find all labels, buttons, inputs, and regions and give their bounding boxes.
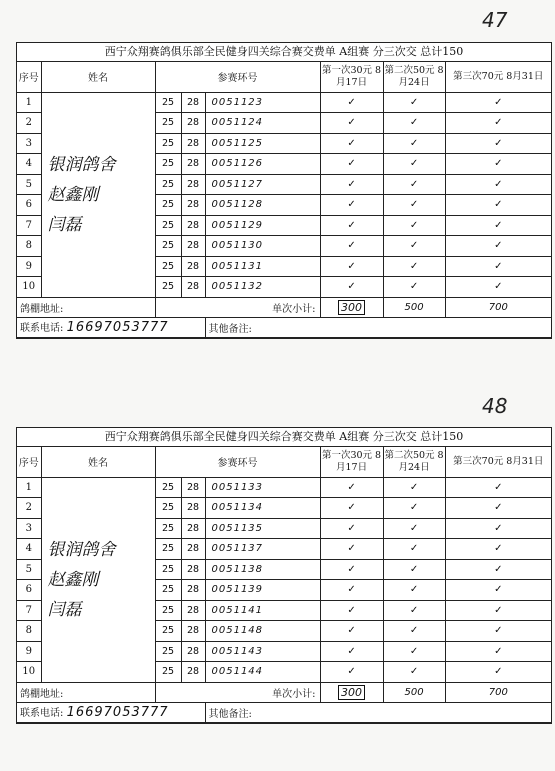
- payment-3-check: ✓: [445, 600, 551, 621]
- payment-1-header: 第一次30元 8月17日: [320, 447, 383, 477]
- ring-year: 25: [155, 518, 181, 539]
- payment-3-check: ✓: [445, 215, 551, 236]
- payment-1-check: ✓: [320, 539, 383, 560]
- row-number: 8: [17, 236, 41, 257]
- subtotal-1-value: 300: [338, 685, 365, 700]
- payment-3-check: ✓: [445, 256, 551, 277]
- owner-name: 闫磊: [47, 599, 82, 620]
- row-number: 4: [17, 154, 41, 175]
- payment-1-check: ✓: [320, 154, 383, 175]
- payment-3-check: ✓: [445, 580, 551, 601]
- ring-number: 0051138: [205, 559, 320, 580]
- ring-number: 0051129: [205, 215, 320, 236]
- payment-3-check: ✓: [445, 92, 551, 113]
- ring-number: 0051135: [205, 518, 320, 539]
- row-number: 10: [17, 277, 41, 298]
- ring-number: 0051124: [205, 113, 320, 134]
- ring-region: 28: [181, 236, 205, 257]
- payment-1-check: ✓: [320, 580, 383, 601]
- ring-year: 25: [155, 559, 181, 580]
- ring-number: 0051126: [205, 154, 320, 175]
- ring-year: 25: [155, 539, 181, 560]
- ring-region: 28: [181, 641, 205, 662]
- owner-name: 赵鑫刚: [47, 184, 99, 205]
- subtotal-label: 单次小计:: [155, 297, 320, 317]
- row-number: 3: [17, 133, 41, 154]
- ring-number: 0051139: [205, 580, 320, 601]
- ring-region: 28: [181, 277, 205, 298]
- subtotal-3: 700: [445, 682, 551, 702]
- payment-1-check: ✓: [320, 236, 383, 257]
- ring-number: 0051134: [205, 498, 320, 519]
- ring-number: 0051123: [205, 92, 320, 113]
- ring-year: 25: [155, 477, 181, 498]
- row-number: 6: [17, 195, 41, 216]
- fee-form: [16, 427, 552, 724]
- payment-2-check: ✓: [383, 113, 445, 134]
- ring-year: 25: [155, 621, 181, 642]
- ring-region: 28: [181, 559, 205, 580]
- owner-name: 赵鑫刚: [47, 569, 99, 590]
- row-number: 6: [17, 580, 41, 601]
- payment-2-check: ✓: [383, 641, 445, 662]
- payment-1-check: ✓: [320, 113, 383, 134]
- payment-2-check: ✓: [383, 154, 445, 175]
- ring-header: 参赛环号: [155, 447, 320, 477]
- payment-2-check: ✓: [383, 498, 445, 519]
- ring-year: 25: [155, 256, 181, 277]
- payment-3-check: ✓: [445, 174, 551, 195]
- payment-2-check: ✓: [383, 215, 445, 236]
- payment-3-check: ✓: [445, 641, 551, 662]
- payment-1-check: ✓: [320, 133, 383, 154]
- phone-number: 16697053777: [66, 705, 169, 720]
- payment-3-check: ✓: [445, 195, 551, 216]
- row-number: 2: [17, 498, 41, 519]
- ring-number: 0051143: [205, 641, 320, 662]
- ring-year: 25: [155, 174, 181, 195]
- table-row: [17, 92, 551, 113]
- row-number: 8: [17, 621, 41, 642]
- payment-3-check: ✓: [445, 113, 551, 134]
- payment-2-check: ✓: [383, 195, 445, 216]
- ring-number: 0051137: [205, 539, 320, 560]
- payment-1-check: ✓: [320, 277, 383, 298]
- payment-3-check: ✓: [445, 154, 551, 175]
- table-row: [17, 477, 551, 498]
- seq-header: 序号: [17, 62, 41, 92]
- subtotal-2: 500: [383, 682, 445, 702]
- payment-3-check: ✓: [445, 133, 551, 154]
- ring-year: 25: [155, 580, 181, 601]
- ring-number: 0051130: [205, 236, 320, 257]
- payment-3-check: ✓: [445, 662, 551, 683]
- payment-3-check: ✓: [445, 498, 551, 519]
- payment-1-check: ✓: [320, 195, 383, 216]
- ring-number: 0051132: [205, 277, 320, 298]
- ring-number: 0051131: [205, 256, 320, 277]
- payment-1-header: 第一次30元 8月17日: [320, 62, 383, 92]
- payment-2-check: ✓: [383, 236, 445, 257]
- page-number: 48: [482, 394, 508, 418]
- payment-1-check: ✓: [320, 600, 383, 621]
- loft-address-label: 鸽棚地址:: [17, 297, 155, 317]
- payment-2-check: ✓: [383, 174, 445, 195]
- fee-table: [17, 447, 551, 723]
- row-number: 4: [17, 539, 41, 560]
- ring-year: 25: [155, 277, 181, 298]
- contact-row: [17, 317, 551, 337]
- payment-1-check: ✓: [320, 559, 383, 580]
- payment-3-check: ✓: [445, 477, 551, 498]
- ring-region: 28: [181, 256, 205, 277]
- payment-2-check: ✓: [383, 559, 445, 580]
- ring-region: 28: [181, 539, 205, 560]
- row-number: 10: [17, 662, 41, 683]
- ring-year: 25: [155, 195, 181, 216]
- row-number: 7: [17, 215, 41, 236]
- ring-number: 0051127: [205, 174, 320, 195]
- ring-year: 25: [155, 133, 181, 154]
- header-row: [17, 447, 551, 477]
- payment-2-header: 第二次50元 8月24日: [383, 62, 445, 92]
- payment-3-check: ✓: [445, 277, 551, 298]
- subtotal-3: 700: [445, 297, 551, 317]
- payment-3-check: ✓: [445, 559, 551, 580]
- payment-2-check: ✓: [383, 539, 445, 560]
- ring-year: 25: [155, 600, 181, 621]
- row-number: 5: [17, 559, 41, 580]
- ring-region: 28: [181, 621, 205, 642]
- payment-1-check: ✓: [320, 256, 383, 277]
- owner-name: 银润鸽舍: [47, 539, 116, 560]
- ring-region: 28: [181, 215, 205, 236]
- ring-region: 28: [181, 154, 205, 175]
- payment-2-check: ✓: [383, 256, 445, 277]
- ring-region: 28: [181, 133, 205, 154]
- ring-number: 0051148: [205, 621, 320, 642]
- payment-3-check: ✓: [445, 236, 551, 257]
- row-number: 7: [17, 600, 41, 621]
- phone-label: 联系电话:: [20, 708, 64, 719]
- phone-number: 16697053777: [66, 320, 169, 335]
- subtotal-row: [17, 297, 551, 317]
- subtotal-1: [320, 682, 383, 702]
- ring-year: 25: [155, 236, 181, 257]
- payment-2-check: ✓: [383, 92, 445, 113]
- owner-name: 闫磊: [47, 214, 82, 235]
- seq-header: 序号: [17, 447, 41, 477]
- row-number: 5: [17, 174, 41, 195]
- page-number: 47: [482, 8, 508, 32]
- ring-region: 28: [181, 92, 205, 113]
- ring-region: 28: [181, 580, 205, 601]
- contact-row: [17, 702, 551, 722]
- ring-region: 28: [181, 498, 205, 519]
- subtotal-1: [320, 297, 383, 317]
- ring-region: 28: [181, 174, 205, 195]
- ring-region: 28: [181, 518, 205, 539]
- loft-address-label: 鸽棚地址:: [17, 682, 155, 702]
- payment-1-check: ✓: [320, 215, 383, 236]
- ring-region: 28: [181, 195, 205, 216]
- row-number: 1: [17, 477, 41, 498]
- phone-label: 联系电话:: [20, 323, 64, 334]
- subtotal-row: [17, 682, 551, 702]
- fee-table: [17, 62, 551, 338]
- row-number: 9: [17, 256, 41, 277]
- payment-1-check: ✓: [320, 92, 383, 113]
- ring-number: 0051141: [205, 600, 320, 621]
- fee-form: [16, 42, 552, 339]
- payment-3-header: 第三次70元 8月31日: [445, 447, 551, 477]
- ring-region: 28: [181, 600, 205, 621]
- form-title: 西宁众翔赛鸽俱乐部全民健身四关综合赛交费单 A组赛 分三次交 总计150: [17, 428, 551, 447]
- ring-header: 参赛环号: [155, 62, 320, 92]
- ring-year: 25: [155, 498, 181, 519]
- payment-3-check: ✓: [445, 518, 551, 539]
- payment-1-check: ✓: [320, 518, 383, 539]
- ring-region: 28: [181, 113, 205, 134]
- payment-3-header: 第三次70元 8月31日: [445, 62, 551, 92]
- name-header: 姓名: [41, 447, 155, 477]
- phone-field: [17, 317, 205, 337]
- payment-1-check: ✓: [320, 174, 383, 195]
- ring-year: 25: [155, 92, 181, 113]
- ring-year: 25: [155, 113, 181, 134]
- owner-name: 银润鸽舍: [47, 154, 116, 175]
- ring-year: 25: [155, 641, 181, 662]
- payment-2-check: ✓: [383, 518, 445, 539]
- payment-2-check: ✓: [383, 580, 445, 601]
- header-row: [17, 62, 551, 92]
- subtotal-1-value: 300: [338, 300, 365, 315]
- form-title: 西宁众翔赛鸽俱乐部全民健身四关综合赛交费单 A组赛 分三次交 总计150: [17, 43, 551, 62]
- payment-3-check: ✓: [445, 621, 551, 642]
- remarks-label: 其他备注:: [205, 702, 551, 722]
- payment-3-check: ✓: [445, 539, 551, 560]
- payment-1-check: ✓: [320, 498, 383, 519]
- name-header: 姓名: [41, 62, 155, 92]
- remarks-label: 其他备注:: [205, 317, 551, 337]
- ring-number: 0051125: [205, 133, 320, 154]
- subtotal-label: 单次小计:: [155, 682, 320, 702]
- subtotal-2: 500: [383, 297, 445, 317]
- ring-year: 25: [155, 154, 181, 175]
- ring-number: 0051133: [205, 477, 320, 498]
- row-number: 2: [17, 113, 41, 134]
- ring-number: 0051128: [205, 195, 320, 216]
- payment-1-check: ✓: [320, 621, 383, 642]
- ring-year: 25: [155, 662, 181, 683]
- phone-field: [17, 702, 205, 722]
- payment-2-check: ✓: [383, 477, 445, 498]
- ring-region: 28: [181, 662, 205, 683]
- payment-2-check: ✓: [383, 621, 445, 642]
- payment-2-header: 第二次50元 8月24日: [383, 447, 445, 477]
- row-number: 1: [17, 92, 41, 113]
- payment-1-check: ✓: [320, 641, 383, 662]
- payment-2-check: ✓: [383, 600, 445, 621]
- payment-2-check: ✓: [383, 277, 445, 298]
- payment-1-check: ✓: [320, 477, 383, 498]
- row-number: 9: [17, 641, 41, 662]
- row-number: 3: [17, 518, 41, 539]
- ring-year: 25: [155, 215, 181, 236]
- owner-names: [41, 477, 155, 682]
- ring-number: 0051144: [205, 662, 320, 683]
- payment-2-check: ✓: [383, 662, 445, 683]
- owner-names: [41, 92, 155, 297]
- ring-region: 28: [181, 477, 205, 498]
- payment-1-check: ✓: [320, 662, 383, 683]
- payment-2-check: ✓: [383, 133, 445, 154]
